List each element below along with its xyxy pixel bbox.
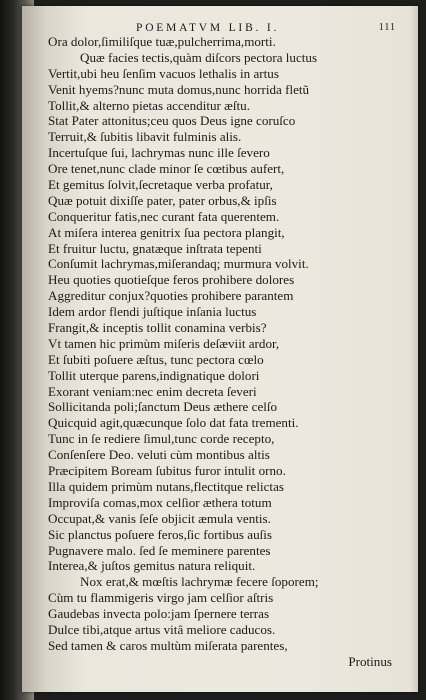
- verse-line: Præcipitem Boream ſubitus furor intulit orno.: [48, 463, 286, 479]
- verse-line: Interea,& juſtos gemitus natura reliquit.: [48, 558, 256, 574]
- verse-line: Gaudebas invecta polo:jam ſpernere terras: [48, 606, 270, 622]
- verse-line: At miſera interea genitrix ſua pectora plangit,: [48, 224, 285, 240]
- verse-line: Incertuſque ſui, lachrymas nunc ille ſevero: [48, 145, 270, 161]
- verse-line: Frangit,& inceptis tollit conamina verbis?: [48, 320, 267, 336]
- verse-line: Nox erat,& mœſtis lachrymæ fecere ſoporem;: [80, 574, 319, 590]
- verse-line: Venit hyems?nunc muta domus,nunc horrida fletũ: [48, 81, 310, 97]
- verse-line: Et ſubiti poſuere æſtus, tunc pectora cœlo: [48, 351, 264, 367]
- verse-line: Heu quoties quotieſque feros prohibere dolores: [48, 272, 295, 288]
- verse-line: Exorant veniam:nec enim decreta ſeveri: [48, 383, 257, 399]
- verse-line: Vt tamen hic primùm miſeris deſæviit ardor,: [48, 335, 280, 351]
- verse-line: Et gemitus ſolvit,ſecretaque verba profatur,: [48, 177, 273, 193]
- verse-line: Sed tamen & caros multùm miſerata parentes,: [48, 637, 288, 653]
- running-head: POEMATVM LIB. I.: [136, 22, 280, 34]
- verse-line: Cùm tu flammigeris virgo jam celſior aſtris: [48, 590, 274, 606]
- verse-line: Quæ facies tectis,quàm diſcors pectora luctus: [80, 49, 318, 65]
- verse-lines: [48, 34, 396, 654]
- book-page: [22, 6, 418, 692]
- verse-line: Vertit,ubi heu ſenſim vacuos lethalis in artus: [48, 65, 279, 81]
- verse-line: Ora dolor,ſimiliſque tuæ,pulcherrima,morti.: [48, 34, 276, 49]
- verse-line: Dulce tibi,atque artus vitâ meliore caducos.: [48, 621, 276, 637]
- verse-line: Ore tenet,nunc clade minor ſe cœtibus aufert,: [48, 161, 285, 177]
- verse-line: Et fruitur luctu, gnatæque inſtrata tepenti: [48, 240, 262, 256]
- verse-line: Improviſa comas,mox celſior æthera totum: [48, 494, 272, 510]
- verse-line: Quicquid agit,quæcunque ſolo dat fata trementi.: [48, 415, 299, 431]
- verse-line: Conqueritur fatis,nec curant fata querentem.: [48, 208, 280, 224]
- text-block: [48, 6, 396, 670]
- verse-line: Conſenſere Deo. veluti cùm montibus altis: [48, 447, 270, 463]
- verse-line: Illa quidem primùm nutans,flectitque relictas: [48, 478, 284, 494]
- verse-line: Conſumit lachrymas,miſerandaq; murmura volvit.: [48, 256, 309, 272]
- verse-line: Occupat,& vanis ſeſe objicit æmula ventis.: [48, 510, 271, 526]
- page-edge-shading: [410, 6, 418, 692]
- page-header: [48, 6, 396, 34]
- verse-line: Tollit uterque parens,indignatique dolori: [48, 367, 260, 383]
- verse-line: Sic planctus poſuere feros,ſic fortibus auſis: [48, 526, 272, 542]
- verse-line: Aggreditur conjux?quoties prohibere parantem: [48, 288, 294, 304]
- catchword: Protinus: [348, 653, 392, 669]
- verse-line: Tunc in ſe rediere ſimul,tunc corde recepto,: [48, 431, 275, 447]
- verse-line: Stat Pater attonitus;ceu quos Deus igne coruſco: [48, 113, 296, 129]
- verse-line: Tollit,& alterno pietas accenditur æſtu.: [48, 97, 250, 113]
- verse-line: Quæ potuit dixiſſe pater, pater orbus,& ipſis: [48, 192, 277, 208]
- verse-line: Sollicitanda poli;ſanctum Deus æthere celſo: [48, 399, 278, 415]
- verse-line: Idem ardor flendi juſtique inſania luctus: [48, 304, 257, 320]
- verse-line: Pugnavere malo. ſed ſe meminere parentes: [48, 542, 271, 558]
- page-number: 111: [378, 22, 396, 33]
- verse-line: Terruit,& ſubitis libavit fulminis alis.: [48, 129, 242, 145]
